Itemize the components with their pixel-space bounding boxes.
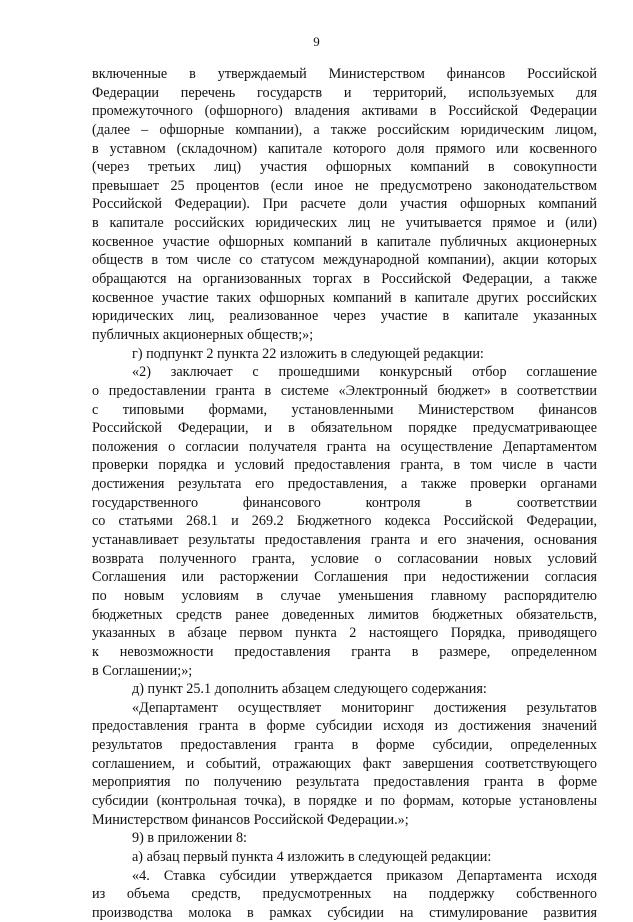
text-line: проверки порядка и условий предоставления гранта, в том числе в части [92, 457, 597, 474]
text-line: включенные в утверждаемый Министерством финансов Российской [92, 66, 597, 82]
text-line: косвенное участие офшорных компаний в капитале публичных акционерных [92, 233, 597, 250]
text-line: промежуточного (офшорного) владения активами в Российской Федерации [92, 103, 597, 120]
text-line: 9) в приложении 8: [132, 830, 247, 847]
text-line: превышает 25 процентов (если иное не предусмотрено законодательством [92, 177, 597, 194]
text-line: Федерации перечень государств и территорий, используемых для [92, 84, 597, 101]
text-line: «2) заключает с прошедшими конкурсный отбор соглашение [132, 364, 597, 381]
text-line: обществ в том числе со статусом международной компании), акции которых [92, 252, 597, 269]
text-line: достижения результата его предоставления, а также проверки органами [92, 476, 597, 493]
text-line: со статьями 268.1 и 269.2 Бюджетного кодекса Российской Федерации, [92, 513, 597, 530]
text-line: мероприятия по получению результата предоставления гранта в форме [92, 774, 597, 791]
page-number: 9 [313, 34, 320, 49]
text-line: Соглашения или расторжении Соглашения при недостижении согласия [92, 569, 597, 586]
text-line: д) пункт 25.1 дополнить абзацем следующего содержания: [132, 681, 487, 698]
text-line: о предоставлении гранта в системе «Электронный бюджет» в соответствии [92, 382, 597, 399]
text-line: юридических лиц, реализованное через участие в капитале указанных [92, 308, 597, 325]
text-line: в капитале российских юридических лиц не учитывается прямое и (или) [92, 215, 597, 232]
text-line: с типовыми формами, установленными Министерством финансов [92, 401, 597, 418]
text-line: Министерством финансов Российской Федерации.»; [92, 811, 409, 828]
text-line: обращаются на организованных торгах в Российской Федерации, а также [92, 271, 597, 288]
document-body [92, 65, 597, 922]
text-line: «4. Ставка субсидии утверждается приказом Департамента исходя [132, 867, 597, 884]
text-line: субсидии (контрольная точка), в порядке и по формам, которые установлены [92, 792, 597, 809]
text-line: «Департамент осуществляет мониторинг достижения результатов [132, 699, 597, 716]
text-line: (далее – офшорные компании), а также российским юридическим лицом, [92, 121, 597, 138]
text-line: в уставном (складочном) капитале которого доля прямого или косвенного [92, 140, 597, 157]
text-line: указанных в абзаце первом пункта 2 настоящего Порядка, приводящего [92, 625, 597, 642]
text-line: а) абзац первый пункта 4 изложить в следующей редакции: [132, 848, 492, 865]
text-line: соглашением, и событий, отражающих факт завершения соответствующего [92, 755, 597, 772]
text-line: Российской Федерации). При расчете доли участия офшорных компаний [92, 196, 597, 213]
text-line: (через третьих лиц) участия офшорных компаний в совокупности [92, 159, 597, 176]
text-line: по новым условиям в случае уменьшения главному распорядителю [92, 587, 597, 604]
text-line: возврата полученного гранта, условие о согласовании новых условий [92, 550, 597, 567]
text-line: г) подпункт 2 пункта 22 изложить в следующей редакции: [132, 345, 484, 362]
text-line: результатов предоставления гранта в форме субсидии, определенных [92, 737, 597, 754]
text-line: из объема средств, предусмотренных на поддержку собственного [92, 886, 597, 903]
text-line: предоставления гранта в форме субсидии исходя из достижения значений [92, 718, 597, 735]
text-line: Российской Федерации, и в обязательном порядке предусматривающее [92, 420, 597, 437]
text-line: государственного финансового контроля в соответствии [92, 494, 597, 511]
text-line: бюджетных средств ранее доведенных лимитов бюджетных обязательств, [92, 606, 597, 623]
text-line: положения о согласии получателя гранта на осуществление Департаментом [92, 438, 597, 455]
text-line: устанавливает результаты предоставления гранта и его значения, основания [92, 532, 597, 549]
text-line: публичных акционерных обществ;»; [92, 326, 314, 343]
text-line: в Соглашении;»; [92, 662, 193, 679]
text-line: косвенное участие таких офшорных компаний в капитале других российских [92, 289, 597, 306]
text-line: производства молока в рамках субсидии на стимулирование развития [92, 904, 597, 921]
text-line: к невозможности предоставления гранта в размере, определенном [92, 643, 597, 660]
